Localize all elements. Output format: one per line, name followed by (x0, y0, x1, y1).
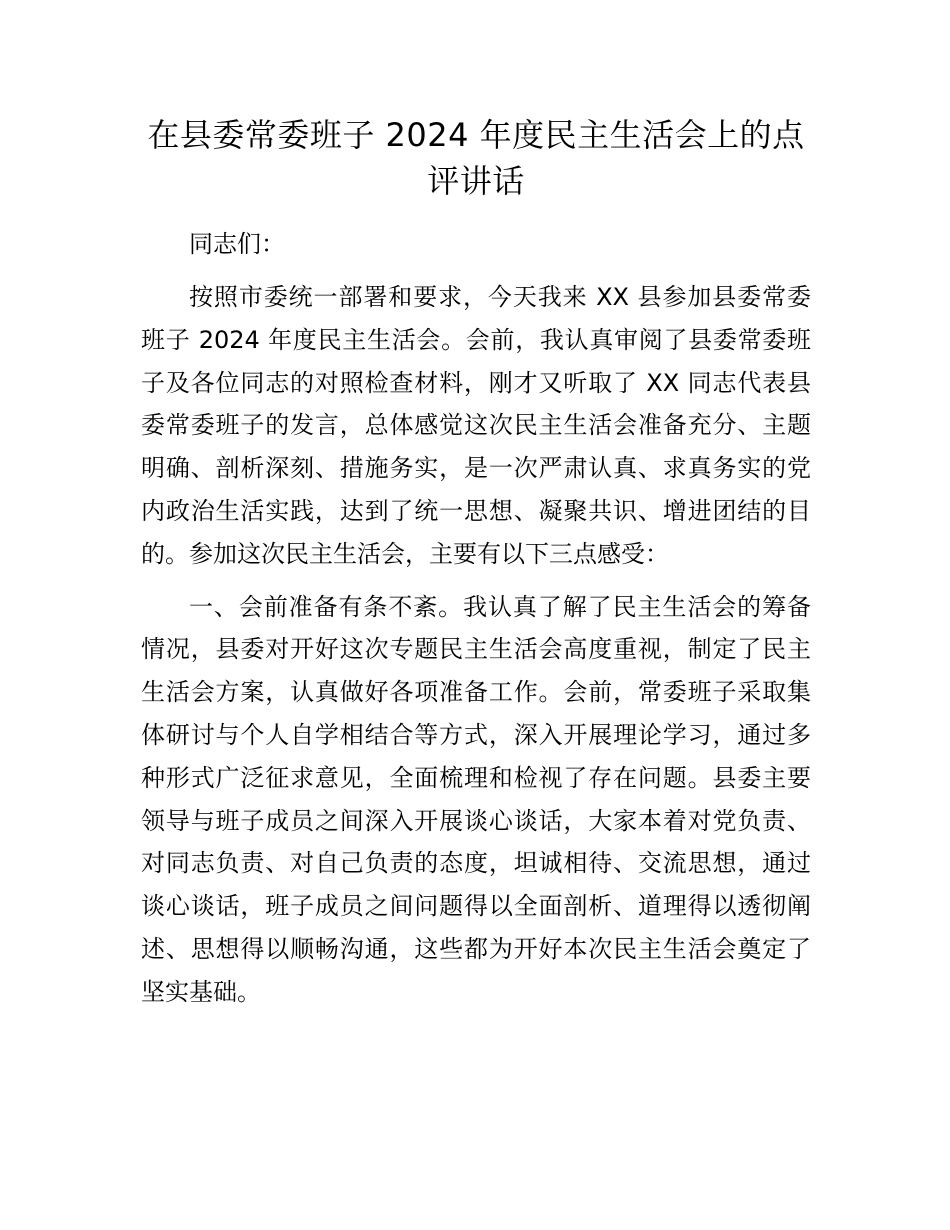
paragraph-intro: 按照市委统一部署和要求，今天我来 XX 县参加县委常委班子 2024 年度民主生活会。会前，我认真审阅了县委常委班子及各位同志的对照检查材料，刚才又听取了 XX 同志代表县委常委班子的发言，总体感觉这次民主生活会准备充分、主题明确、剖析深刻、措施务实，是一次严肃认真、求真务实的党内政治生活实践，达到了统一思想、凝聚共识、增进团结的目的。参加这次民主生活会，主要有以下三点感受： (141, 283, 811, 568)
salutation: 同志们： (189, 230, 285, 258)
document-title: 在县委常委班子 2024 年度民主生活会上的点评讲话 (147, 116, 805, 200)
paragraph-point-one: 一、会前准备有条不紊。我认真了解了民主生活会的筹备情况，县委对开好这次专题民主生活会高度重视，制定了民主生活会方案，认真做好各项准备工作。会前，常委班子采取集体研讨与个人自学相结合等方式，深入开展理论学习，通过多种形式广泛征求意见，全面梳理和检视了存在问题。县委主要领导与班子成员之间深入开展谈心谈话，大家本着对党负责、对同志负责、对自己负责的态度，坦诚相待、交流思想，通过谈心谈话，班子成员之间问题得以全面剖析、道理得以透彻阐述、思想得以顺畅沟通，这些都为开好本次民主生活会奠定了坚实基础。 (141, 592, 811, 1006)
document-page (141, 112, 811, 1014)
